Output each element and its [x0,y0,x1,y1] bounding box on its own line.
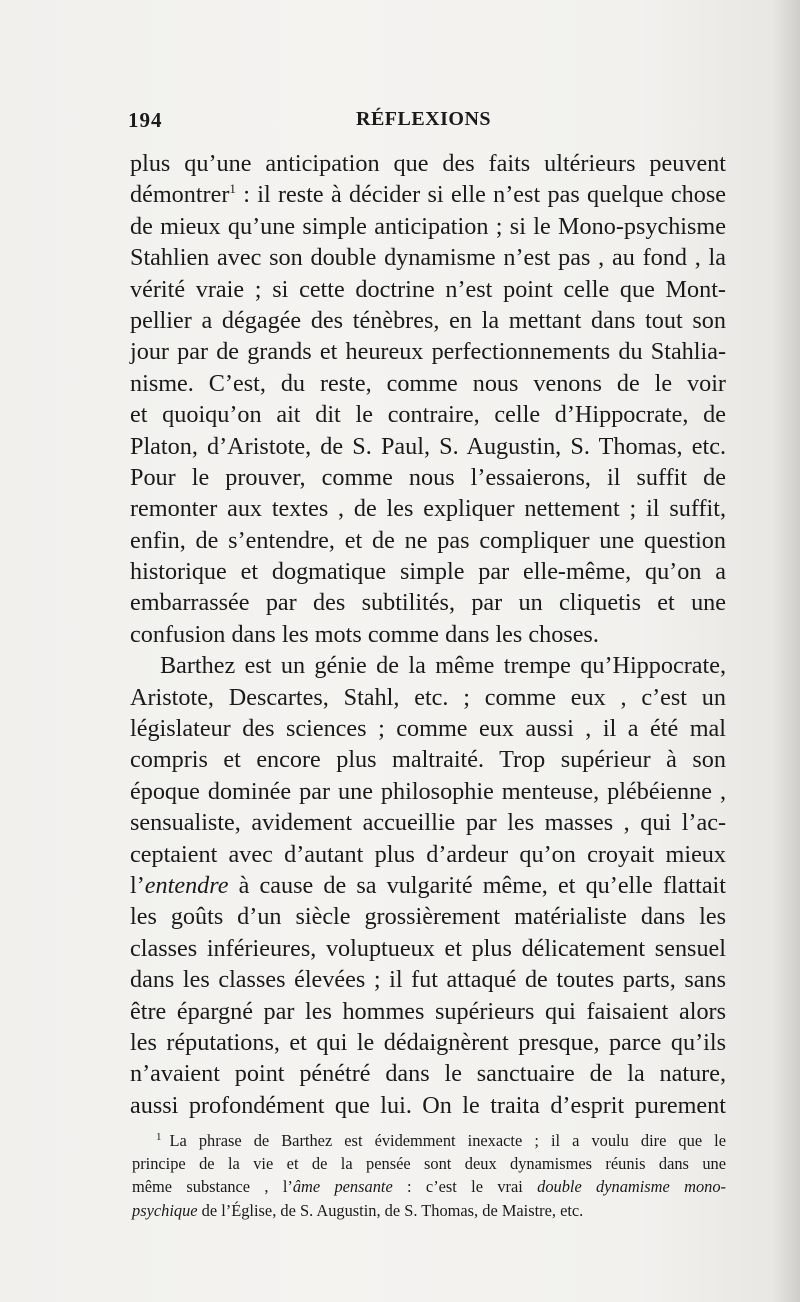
text-line: vérité vraie ; si cette doctrine n’est point celle que Mont- [130,275,726,303]
text-line: remonter aux textes , de les expliquer nettement ; il suffit, [130,495,726,523]
text-run: : c’est le vrai [392,1177,538,1197]
text-run: à cause de sa vulgarité même, et qu’elle flattait [228,871,726,899]
text-line: époque dominée par une philosophie menteuse, plébéienne , [130,777,726,805]
text-line: embarrassée par des subtilités, par un cliquetis et une [130,589,726,617]
running-title: RÉFLEXIONS [356,108,492,130]
text-line: de mieux qu’une simple anticipation ; si le Mono-psychisme [130,212,726,240]
text-line: être épargné par les hommes supérieurs qui faisaient alors [130,997,726,1025]
footnote-line [132,1199,726,1222]
paragraph-start-line: Barthez est un génie de la même trempe qu’Hippocrate, [160,652,726,680]
text-run: même substance , l’ [132,1177,293,1197]
text-line: Stahlien avec son double dynamisme n’est pas , au fond , la [130,244,726,272]
text-run: : il reste à décider si elle n’est pas quelque chose [243,181,726,209]
text-run: l’ [130,871,145,899]
text-line: plus qu’une anticipation que des faits ultérieurs peuvent [130,150,726,177]
text-line [130,870,726,901]
text-line: enfin, de s’entendre, et de ne pas compliquer une question [130,526,726,554]
text-line: historique et dogmatique simple par elle-même, qu’on a [130,558,726,586]
page-edge-shadow [772,0,800,1302]
footnote [132,1129,726,1222]
text-run: La phrase de Barthez est évidemment inexacte ; il a voulu dire que le [169,1131,726,1150]
footnote-marker: 1 [229,181,236,197]
text-line: Aristote, Descartes, Stahl, etc. ; comme eux , c’est un [130,683,726,711]
text-line: aussi profondément que lui. On le traita d’esprit purement [130,1091,726,1119]
text-run: de l’Église, de S. Augustin, de S. Thomas, de Maistre, etc. [197,1200,584,1220]
text-line: législateur des sciences ; comme eux aussi , il a été mal [130,715,726,743]
text-line: pellier a dégagée des ténèbres, en la mettant dans tout son [130,306,726,334]
italic-text: psychique [132,1200,198,1220]
text-line: les goûts d’un siècle grossièrement matérialiste dans les [130,903,726,931]
footnote-number: 1 [156,1130,162,1143]
text-line: ceptaient avec d’autant plus d’ardeur qu’on croyait mieux [130,840,726,868]
text-run: démontrer [130,181,230,209]
text-line: Platon, d’Aristote, de S. Paul, S. Augustin, S. Thomas, etc. [130,432,726,460]
footnote-line: principe de la vie et de la pensée sont deux dynamismes réunis dans une [132,1154,726,1174]
italic-text: entendre [144,871,229,899]
footnote-line [132,1175,726,1198]
text-line: classes inférieures, voluptueux et plus délicatement sensuel [130,934,726,962]
text-line: nisme. C’est, du reste, comme nous venons de le voir [130,369,726,397]
italic-text: double dynamisme mono- [537,1177,726,1197]
text-line: dans les classes élevées ; il fut attaqué de toutes parts, sans [130,966,726,994]
text-line: Pour le prouver, comme nous l’essaierons, il suffit de [130,463,726,491]
italic-text: âme pensante [292,1177,393,1197]
text-line: jour par de grands et heureux perfectionnements du Stahlia- [130,338,726,366]
text-line: n’avaient point pénétré dans le sanctuaire de la nature, [130,1060,726,1088]
footnote-line [132,1129,726,1152]
page-header [128,108,726,140]
page-number: 194 [128,108,163,132]
text-line: et quoiqu’on ait dit le contraire, celle d’Hippocrate, de [130,401,726,429]
text-line [130,179,726,210]
text-line: les réputations, et qui le dédaignèrent presque, parce qu’ils [130,1028,726,1056]
text-line: confusion dans les mots comme dans les choses. [130,620,599,648]
text-line: sensualiste, avidement accueillie par les masses , qui l’ac- [130,809,726,837]
body-text [130,148,726,1121]
text-line: compris et encore plus maltraité. Trop supérieur à son [130,746,726,774]
